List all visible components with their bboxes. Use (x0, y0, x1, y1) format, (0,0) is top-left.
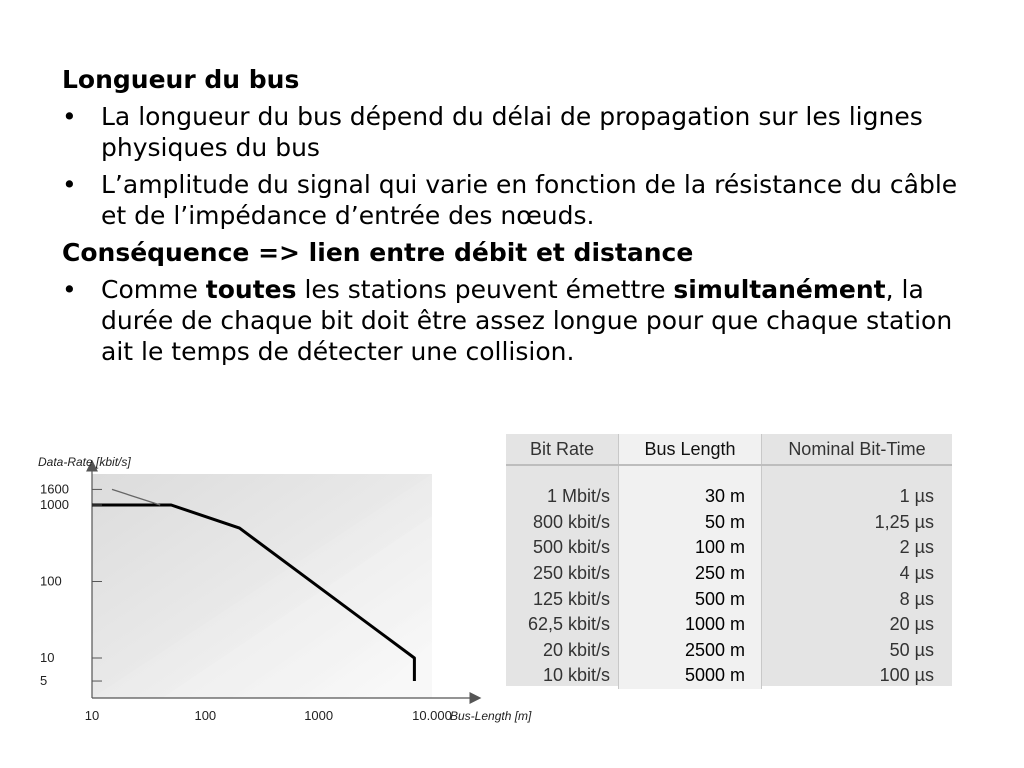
table-row (506, 586, 952, 612)
cell-bit-time: 100 µs (879, 665, 934, 686)
table-row (506, 561, 952, 587)
cell-bus-length: 1000 m (619, 612, 762, 638)
cell-bit-rate: 10 kbit/s (542, 665, 610, 686)
x-tick-label: 10.000 (412, 708, 452, 723)
slide-text (62, 64, 962, 373)
bullet-text (101, 275, 952, 366)
bit-rate-table (506, 434, 952, 689)
bullet-dot: • (62, 170, 77, 199)
x-tick-label: 1000 (304, 708, 334, 723)
cell-bus-length: 2500 m (619, 638, 762, 664)
x-tick-label: 10 (84, 708, 100, 723)
cell-bus-length: 100 m (619, 535, 762, 561)
text-part: les stations peuvent émettre (296, 275, 674, 304)
cell-bit-time: 50 µs (889, 639, 934, 660)
cell-bit-time: 8 µs (899, 588, 934, 609)
table-row (506, 612, 952, 638)
table-row (506, 638, 952, 664)
x-tick-label: 100 (194, 708, 217, 723)
column-header-bus-length: Bus Length (619, 434, 762, 465)
bit-rate-table-container (506, 434, 952, 686)
bullet-text: L’amplitude du signal qui varie en fonction de la résistance du câble et de l’impédance d’entrée des nœuds. (101, 170, 958, 230)
bold-text: simultanément (673, 275, 886, 304)
cell-bit-time: 4 µs (899, 563, 934, 584)
text-part: , la durée de chaque bit doit être assez longue pour que chaque station ait le temps de détecter une collision. (101, 275, 953, 366)
cell-bus-length: 250 m (619, 561, 762, 587)
table-row (506, 510, 952, 536)
cell-bit-time: 20 µs (889, 614, 934, 635)
x-axis-label: Bus-Length [m] (450, 709, 532, 723)
cell-bus-length: 5000 m (619, 663, 762, 689)
table-spacer (506, 465, 952, 484)
cell-bit-time: 1,25 µs (874, 511, 934, 532)
y-tick-label: 1000 (40, 497, 69, 513)
column-header-bit-time: Nominal Bit-Time (762, 434, 953, 465)
chart-svg (34, 452, 574, 732)
text-part: Comme (101, 275, 206, 304)
cell-bit-rate: 62,5 kbit/s (527, 614, 610, 635)
table-row (506, 535, 952, 561)
y-axis-label: Data-Rate [kbit/s] (38, 455, 131, 469)
bullet-dot: • (62, 102, 77, 131)
heading-consequence: Conséquence => lien entre débit et distance (62, 238, 694, 267)
cell-bus-length: 500 m (619, 586, 762, 612)
table-row (506, 484, 952, 510)
bold-text: toutes (205, 275, 297, 304)
data-rate-chart (34, 452, 574, 732)
cell-bus-length: 50 m (619, 510, 762, 536)
cell-bit-rate: 800 kbit/s (532, 511, 610, 532)
y-tick-label: 10 (40, 650, 55, 666)
y-tick-label: 1600 (40, 481, 69, 497)
y-tick-label: 5 (40, 673, 48, 689)
cell-bit-rate: 250 kbit/s (532, 563, 610, 584)
bullet-amplitude (62, 169, 962, 231)
column-header-bit-rate: Bit Rate (506, 434, 619, 465)
bullet-propagation (62, 101, 962, 163)
bullet-dot: • (62, 275, 77, 304)
bullet-collision (62, 274, 962, 367)
table-header-row (506, 434, 952, 465)
cell-bit-rate: 125 kbit/s (532, 588, 610, 609)
cell-bit-time: 2 µs (899, 537, 934, 558)
table-row (506, 663, 952, 689)
cell-bus-length: 30 m (619, 484, 762, 510)
cell-bit-rate: 20 kbit/s (542, 639, 610, 660)
cell-bit-rate: 500 kbit/s (532, 537, 610, 558)
shading-band (432, 684, 442, 698)
y-tick-label: 100 (40, 573, 62, 589)
cell-bit-time: 1 µs (899, 486, 934, 507)
cell-bit-rate: 1 Mbit/s (546, 486, 610, 507)
bullet-text: La longueur du bus dépend du délai de propagation sur les lignes physiques du bus (101, 102, 923, 162)
heading-bus-length: Longueur du bus (62, 65, 300, 94)
